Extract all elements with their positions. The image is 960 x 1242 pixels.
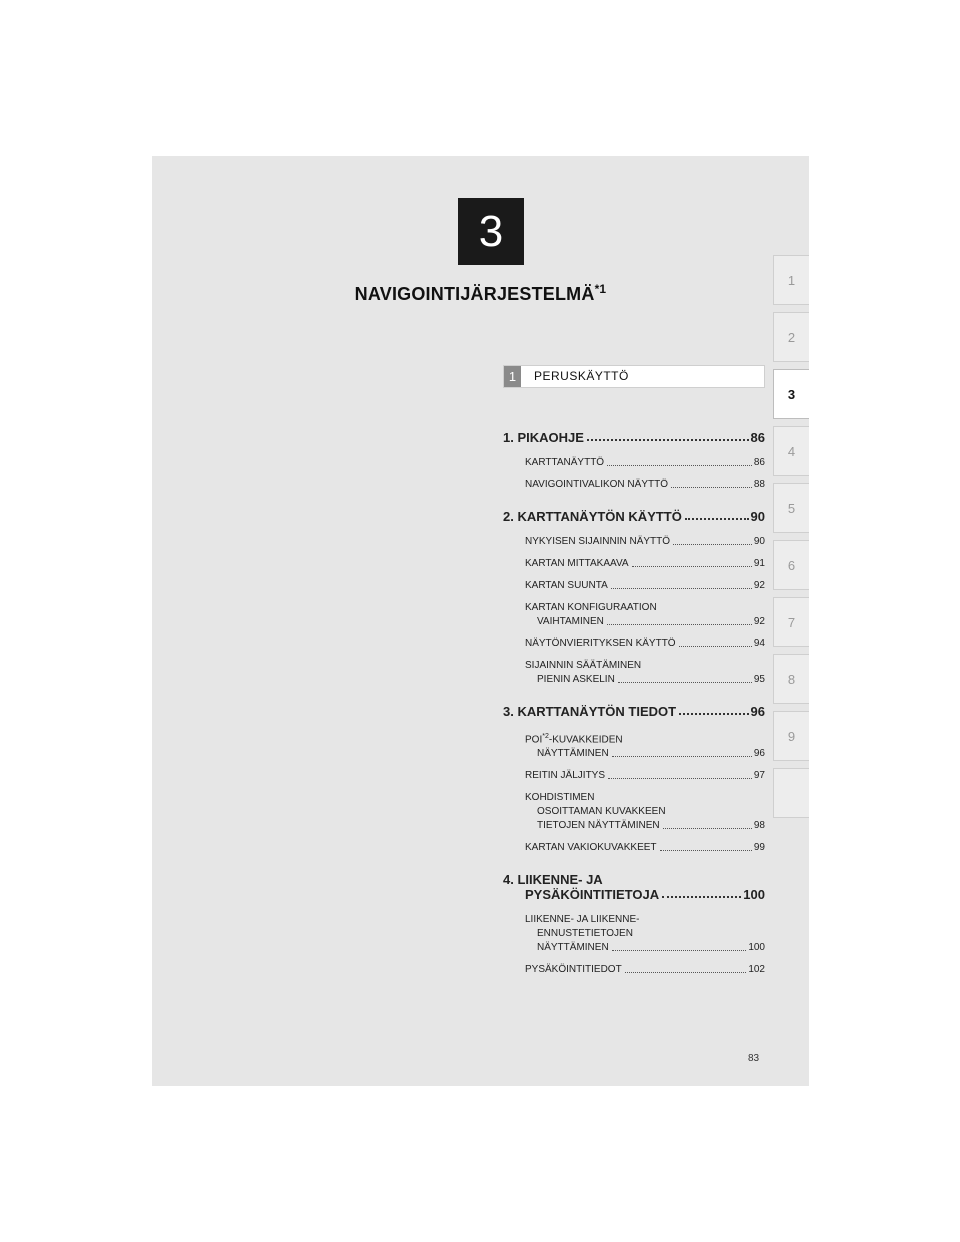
toc-subentry-line: KOHDISTIMEN bbox=[525, 792, 595, 804]
toc-subentry-page: 97 bbox=[753, 770, 765, 782]
side-tab-8[interactable]: 8 bbox=[773, 654, 809, 704]
toc-subentry-line: ENNUSTETIETOJEN bbox=[537, 928, 633, 940]
leader-dots bbox=[671, 487, 752, 488]
chapter-number-box bbox=[458, 198, 524, 265]
toc-subentry-line: OSOITTAMAN KUVAKKEEN bbox=[537, 806, 666, 818]
toc-entry-title: 2. KARTTANÄYTÖN KÄYTTÖ bbox=[503, 509, 682, 524]
toc-subentry-line: NÄYTTÄMINEN bbox=[537, 748, 609, 760]
table-of-contents bbox=[503, 430, 765, 985]
toc-entry-title: 3. KARTTANÄYTÖN TIEDOT bbox=[503, 704, 677, 719]
toc-entry-page: 100 bbox=[743, 887, 765, 903]
toc-entry-page: 96 bbox=[750, 704, 765, 719]
toc-subentry-title: KARTAN SUUNTA bbox=[525, 580, 608, 591]
poi-text: POI bbox=[525, 734, 543, 746]
toc-subentry-page: 88 bbox=[753, 479, 765, 490]
side-tab-6[interactable]: 6 bbox=[773, 540, 809, 590]
toc-subentry-title: NYKYISEN SIJAINNIN NÄYTTÖ bbox=[525, 536, 671, 547]
toc-subentry-page: 92 bbox=[753, 616, 765, 627]
toc-subentry[interactable] bbox=[525, 478, 765, 492]
toc-subentry[interactable] bbox=[525, 579, 765, 593]
chapter-title-footnote: *1 bbox=[594, 282, 607, 296]
leader-dots bbox=[587, 439, 749, 441]
toc-subentry-title: NÄYTÖNVIERITYKSEN KÄYTTÖ bbox=[525, 638, 676, 649]
toc-subentry-page: 100 bbox=[748, 942, 765, 954]
toc-subentry-line: LIIKENNE- JA LIIKENNE- bbox=[525, 914, 640, 926]
toc-subentry-multiline bbox=[525, 601, 754, 629]
leader-dots bbox=[663, 828, 752, 829]
side-tab-2[interactable]: 2 bbox=[773, 312, 809, 362]
toc-subentry[interactable] bbox=[525, 659, 765, 687]
leader-dots bbox=[611, 588, 752, 589]
toc-entry-line: PYSÄKÖINTITIETOJA bbox=[525, 887, 660, 903]
toc-subentry[interactable] bbox=[525, 557, 765, 571]
leader-dots bbox=[632, 566, 752, 567]
toc-entry-4[interactable] bbox=[503, 872, 765, 902]
toc-subentry-title: NAVIGOINTIVALIKON NÄYTTÖ bbox=[525, 479, 668, 490]
section-label: PERUSKÄYTTÖ bbox=[534, 369, 629, 383]
leader-dots bbox=[685, 518, 749, 520]
side-tab-3[interactable]: 3 bbox=[773, 369, 809, 419]
toc-subentry-title: REITIN JÄLJITYS bbox=[525, 770, 606, 782]
chapter-number: 3 bbox=[478, 207, 504, 256]
toc-subentry-page: 102 bbox=[748, 964, 765, 976]
page-number: 83 bbox=[748, 1053, 760, 1064]
leader-dots bbox=[679, 713, 748, 715]
toc-subentry-page: 92 bbox=[753, 580, 765, 591]
toc-subentry-line: TIETOJEN NÄYTTÄMINEN bbox=[537, 820, 660, 832]
toc-subentry-line: SIJAINNIN SÄÄTÄMINEN bbox=[525, 660, 642, 671]
toc-subentry[interactable] bbox=[525, 601, 765, 629]
toc-subentry-page: 95 bbox=[753, 674, 765, 685]
toc-subentry-multiline bbox=[525, 659, 754, 687]
poi-footnote: *2 bbox=[542, 733, 549, 740]
toc-subentry[interactable] bbox=[525, 730, 765, 761]
toc-subentry[interactable] bbox=[525, 841, 765, 855]
toc-entry-page: 90 bbox=[750, 509, 765, 524]
side-tab-5[interactable]: 5 bbox=[773, 483, 809, 533]
chapter-title-text: NAVIGOINTIJÄRJESTELMÄ bbox=[354, 284, 595, 304]
toc-entry-1[interactable] bbox=[503, 430, 765, 445]
toc-subentry-title: KARTAN VAKIOKUVAKKEET bbox=[525, 842, 657, 854]
toc-subentry-line: KARTAN KONFIGURAATION bbox=[525, 602, 657, 613]
toc-subentry-line: PIENIN ASKELIN bbox=[537, 674, 615, 685]
leader-dots bbox=[607, 624, 752, 625]
leader-dots bbox=[660, 850, 752, 851]
leader-dots bbox=[612, 756, 752, 757]
toc-subentry-title: KARTAN MITTAKAAVA bbox=[525, 558, 629, 569]
toc-subentry-title: PYSÄKÖINTITIEDOT bbox=[525, 964, 622, 976]
leader-dots bbox=[607, 465, 752, 466]
toc-subentry[interactable] bbox=[525, 791, 765, 833]
toc-subentry[interactable] bbox=[525, 535, 765, 549]
toc-entry-title: 1. PIKAOHJE bbox=[503, 430, 584, 445]
toc-subentry-page: 98 bbox=[753, 820, 765, 832]
chapter-side-tabs bbox=[773, 255, 809, 825]
side-tab-blank[interactable] bbox=[773, 768, 809, 818]
toc-subentry-page: 91 bbox=[753, 558, 765, 569]
section-number: 1 bbox=[504, 366, 521, 387]
toc-subentry-line: NÄYTTÄMINEN bbox=[537, 942, 609, 954]
toc-subentry[interactable] bbox=[525, 456, 765, 470]
toc-entry-3[interactable] bbox=[503, 704, 765, 719]
side-tab-1[interactable]: 1 bbox=[773, 255, 809, 305]
toc-subentry[interactable] bbox=[525, 769, 765, 783]
side-tab-9[interactable]: 9 bbox=[773, 711, 809, 761]
toc-subentry-title: KARTTANÄYTTÖ bbox=[525, 457, 605, 468]
toc-subentry-multiline bbox=[525, 913, 748, 955]
leader-dots bbox=[679, 646, 752, 647]
toc-subentry[interactable] bbox=[525, 913, 765, 955]
toc-entry-page: 86 bbox=[750, 430, 765, 445]
toc-subentry-line bbox=[525, 730, 754, 747]
side-tab-7[interactable]: 7 bbox=[773, 597, 809, 647]
section-header bbox=[503, 365, 765, 388]
leader-dots bbox=[608, 778, 752, 779]
toc-entry-line: 4. LIIKENNE- JA bbox=[503, 872, 603, 888]
side-tab-4[interactable]: 4 bbox=[773, 426, 809, 476]
toc-subentry[interactable] bbox=[525, 637, 765, 651]
toc-subentry-multiline bbox=[525, 730, 754, 761]
toc-subentry[interactable] bbox=[525, 963, 765, 977]
leader-dots bbox=[612, 950, 747, 951]
leader-dots bbox=[618, 682, 752, 683]
toc-subentry-page: 96 bbox=[753, 748, 765, 760]
leader-dots bbox=[625, 972, 747, 973]
toc-subentry-line: VAIHTAMINEN bbox=[537, 616, 604, 627]
leader-dots bbox=[673, 544, 752, 545]
toc-subentry-multiline bbox=[525, 791, 754, 833]
toc-subentry-page: 99 bbox=[753, 842, 765, 854]
leader-dots bbox=[662, 896, 741, 898]
toc-subentry-page: 94 bbox=[753, 638, 765, 649]
poi-text-suffix: -KUVAKKEIDEN bbox=[548, 734, 623, 746]
toc-entry-multiline bbox=[503, 872, 743, 902]
chapter-title bbox=[152, 282, 809, 305]
toc-subentry-page: 86 bbox=[753, 457, 765, 468]
toc-subentry-page: 90 bbox=[753, 536, 765, 547]
toc-entry-2[interactable] bbox=[503, 509, 765, 524]
